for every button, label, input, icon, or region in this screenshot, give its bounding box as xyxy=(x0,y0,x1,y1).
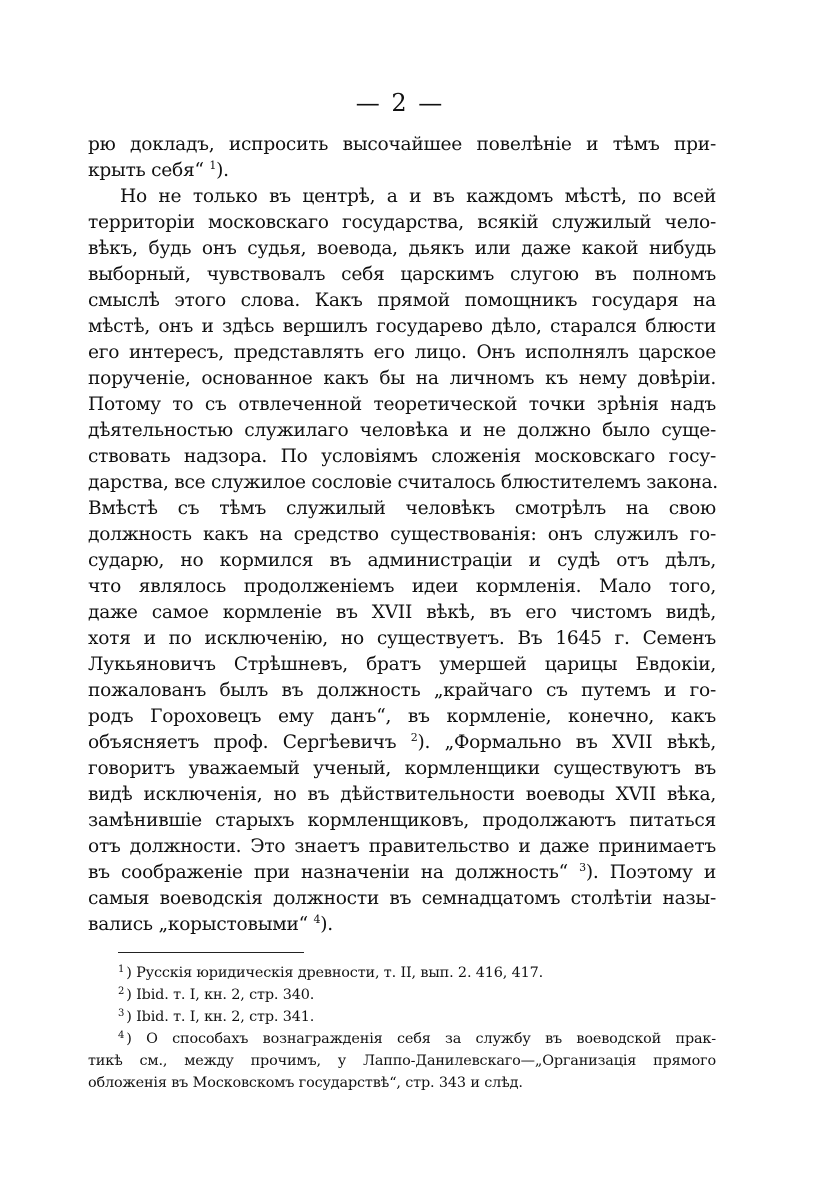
text-line: дѣятельностью служилаго человѣка и не должно было суще- xyxy=(88,420,716,441)
text-line xyxy=(88,912,716,938)
page-number: — 2 — xyxy=(355,89,445,117)
footnote-ref: 2 xyxy=(410,731,418,744)
footnote-text: Ibid. т. I, кн. 2, стр. 341. xyxy=(136,1009,315,1025)
text-line: мѣстѣ, онъ и здѣсь вершилъ государево дѣло, старался блюсти xyxy=(88,316,716,337)
footnote-ref: 1 xyxy=(209,159,217,172)
text-line: замѣнившіе старыхъ кормленщиковъ, продолжаютъ питаться xyxy=(88,810,716,831)
text-line: Вмѣстѣ съ тѣмъ служилый человѣкъ смотрѣлъ на свою xyxy=(88,498,716,519)
text-line xyxy=(88,158,716,184)
text-line: видѣ исключенія, но въ дѣйствительности воеводы XVII вѣка, xyxy=(88,784,716,805)
text-segment: ). Поэтому и xyxy=(585,862,716,883)
text-line: ствовать надзора. По условіямъ сложенія московскаго госу- xyxy=(88,446,716,467)
footnote-4-continuation: обложенія въ Московскомъ государствѣ“, стр. 343 и слѣд. xyxy=(88,1075,523,1091)
text-line: должность какъ на средство существованія: онъ служилъ го- xyxy=(88,524,716,545)
text-line: сударю, но кормился въ администраціи и судѣ отъ дѣлъ, xyxy=(88,550,716,571)
body-text xyxy=(88,132,716,938)
text-line: Потому то съ отвлеченной теоретической точки зрѣнія надъ xyxy=(88,394,716,415)
text-line: родъ Гороховецъ ему данъ“, въ кормленіе, конечно, какъ xyxy=(88,706,716,727)
text-line: хотя и по исключенію, но существуетъ. Въ 1645 г. Семенъ xyxy=(88,628,716,649)
footnote-marker: 1 xyxy=(118,964,125,975)
text-line xyxy=(88,730,716,756)
text-line xyxy=(88,860,716,886)
text-line: что являлось продолженіемъ идеи кормленія. Мало того, xyxy=(88,576,716,597)
text-line: выборный, чувствовалъ себя царскимъ слугою въ полномъ xyxy=(88,264,716,285)
text-line: дарства, все служилое сословіе считалось блюстителемъ закона. xyxy=(88,472,718,493)
text-line: Но не только въ центрѣ, а и въ каждомъ мѣстѣ, по всей xyxy=(120,186,716,207)
footnote-4: $^4$ ) О способахъ вознагражденія себя за службу въ воеводской прак- xyxy=(118,1030,716,1047)
footnote-divider xyxy=(118,952,304,953)
text-line: говоритъ уважаемый ученый, кормленщики существуютъ въ xyxy=(88,758,716,779)
text-line: порученіе, основанное какъ бы на личномъ къ нему довѣріи. xyxy=(88,368,716,389)
text-line: вѣкъ, будь онъ судья, воевода, дьякъ или даже какой нибудь xyxy=(88,238,716,259)
footnote-3: $^3$ ) Ibid. т. I, кн. 2, стр. 341. xyxy=(118,1008,315,1025)
footnote-text: О способахъ вознагражденія себя за службу въ воеводской прак- xyxy=(146,1031,716,1047)
footnote-ref: 4 xyxy=(313,913,321,926)
footnote-ref: 3 xyxy=(579,861,586,874)
footnote-marker: 4 xyxy=(118,1030,125,1041)
text-segment: вались „корыстовыми“ xyxy=(88,914,314,935)
text-segment: ). xyxy=(320,914,333,935)
footnote-marker: 2 xyxy=(118,986,125,997)
text-line: Лукьяновичъ Стрѣшневъ, братъ умершей царицы Евдокіи, xyxy=(88,654,716,675)
footnotes xyxy=(88,962,716,1094)
text-segment: крыть себя“ xyxy=(88,160,210,181)
text-segment: ). „Формально въ XVII вѣкѣ, xyxy=(417,732,716,753)
text-segment: въ соображеніе при назначеніи на должность“ xyxy=(88,862,580,883)
footnote-2: $^2$ ) Ibid. т. I, кн. 2, стр. 340. xyxy=(118,986,315,1003)
text-line: самыя воеводскія должности въ семнадцатомъ столѣтіи назы- xyxy=(88,888,716,909)
text-segment: ). xyxy=(216,160,229,181)
text-line: рю докладъ, испросить высочайшее повелѣніе и тѣмъ при- xyxy=(88,134,716,155)
text-line: отъ должности. Это знаетъ правительство и даже принимаетъ xyxy=(88,836,716,857)
text-line: смыслѣ этого слова. Какъ прямой помощникъ государя на xyxy=(88,290,716,311)
footnote-marker: 3 xyxy=(118,1008,125,1019)
footnote-1: $^1$ ) Русскія юридическія древности, т. II, вып. 2. 416, 417. xyxy=(118,964,544,981)
text-segment: объясняетъ проф. Сергѣевичъ xyxy=(88,732,411,753)
footnote-text: Ibid. т. I, кн. 2, стр. 340. xyxy=(136,987,315,1003)
text-line: пожалованъ былъ въ должность „крайчаго съ путемъ и го- xyxy=(88,680,716,701)
text-line: даже самое кормленіе въ XVII вѣкѣ, въ его чистомъ видѣ, xyxy=(88,602,716,623)
text-line: территоріи московскаго государства, всякій служилый чело- xyxy=(88,212,716,233)
footnote-text: Русскія юридическія древности, т. II, вып. 2. 416, 417. xyxy=(136,965,544,981)
footnote-4-continuation: тикѣ см., между прочимъ, у Лаппо-Данилевскаго—„Организація прямого xyxy=(88,1053,716,1069)
text-line: его интересъ, представлять его лицо. Онъ исполнялъ царское xyxy=(88,342,716,363)
